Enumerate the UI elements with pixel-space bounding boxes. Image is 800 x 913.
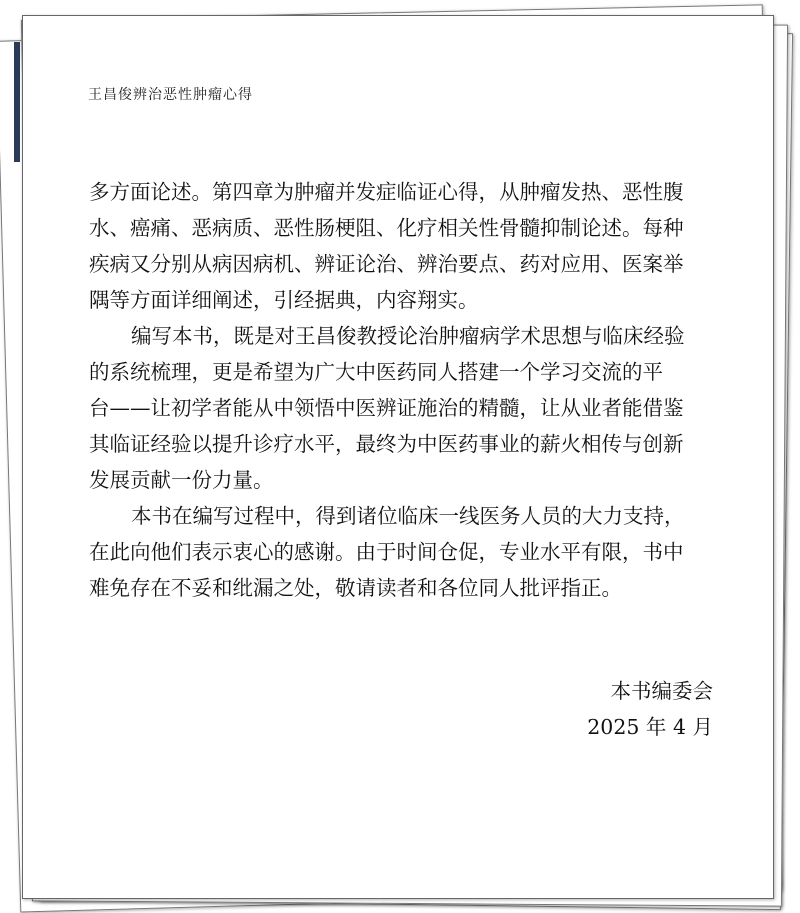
text-line: 编写本书，既是对王昌俊教授论治肿瘤病学术思想与临床经验 [131, 324, 685, 348]
paragraph [89, 174, 729, 318]
text-line: 疾病又分别从病因病机、辨证论治、辨治要点、药对应用、医案举 [89, 252, 684, 276]
text-line: 发展贡献一份力量。 [89, 468, 274, 492]
date: 2025 年 4 月 [587, 715, 713, 739]
text-line: 多方面论述。第四章为肿瘤并发症临证心得，从肿瘤发热、恶性腹 [89, 180, 684, 204]
text-line: 本书在编写过程中，得到诸位临床一线医务人员的大力支持， [131, 504, 685, 528]
running-header: 王昌俊辨治恶性肿瘤心得 [88, 87, 253, 103]
signature: 本书编委会 [610, 679, 713, 703]
cover-edge [14, 42, 20, 162]
body-text [89, 174, 729, 606]
text-line: 在此向他们表示衷心的感谢。由于时间仓促，专业水平有限，书中 [89, 540, 684, 564]
paragraph [89, 318, 729, 498]
text-line: 的系统梳理，更是希望为广大中医药同人搭建一个学习交流的平 [89, 360, 663, 384]
text-line: 台——让初学者能从中领悟中医辨证施治的精髓，让从业者能借鉴 [89, 396, 684, 420]
text-line: 隅等方面详细阐述，引经据典，内容翔实。 [89, 288, 479, 312]
paragraph [89, 498, 729, 606]
text-line: 其临证经验以提升诊疗水平，最终为中医药事业的薪火相传与创新 [89, 432, 684, 456]
text-line: 水、癌痛、恶病质、恶性肠梗阻、化疗相关性骨髓抑制论述。每种 [89, 216, 684, 240]
document-page [22, 15, 774, 899]
text-line: 难免存在不妥和纰漏之处，敬请读者和各位同人批评指正。 [89, 576, 622, 600]
